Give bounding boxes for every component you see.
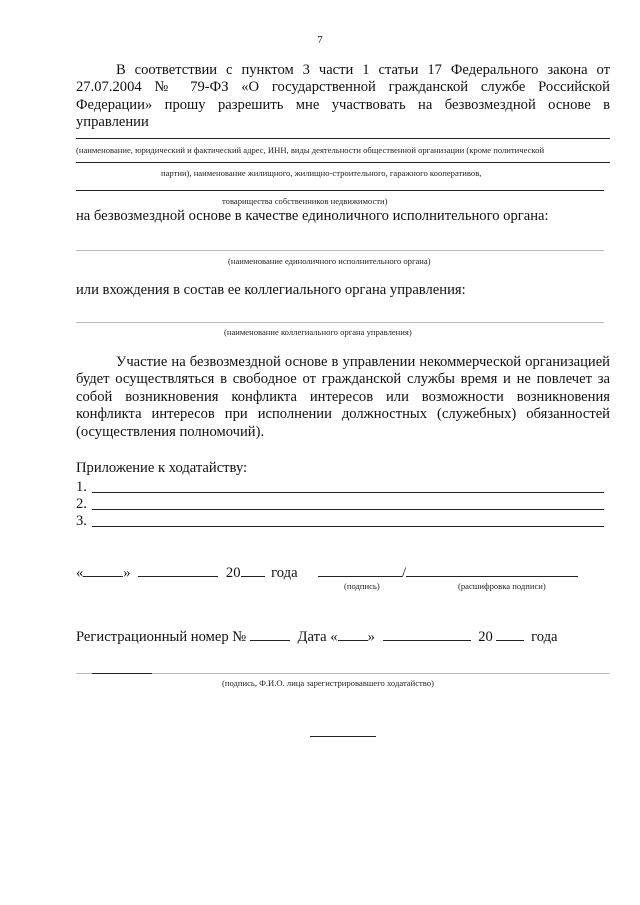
- collegial-body-label: или вхождения в состав ее коллегиального органа управления:: [76, 282, 466, 298]
- collegial-body-line[interactable]: [76, 322, 604, 323]
- reg-year-suffix: года: [531, 629, 558, 645]
- registrar-short-line: [92, 673, 152, 674]
- page-number: 7: [317, 34, 323, 46]
- attachment-line-1[interactable]: [92, 492, 604, 493]
- attachment-line-2[interactable]: [92, 509, 604, 510]
- attachment-number: 3.: [76, 513, 87, 529]
- signature-date-row: [76, 564, 298, 582]
- registration-number-blank[interactable]: [250, 628, 290, 641]
- year-blank[interactable]: [241, 564, 265, 577]
- attachment-number: 2.: [76, 496, 87, 512]
- attachments-title: Приложение к ходатайству:: [76, 460, 248, 476]
- attachment-line-3[interactable]: [92, 526, 604, 527]
- registration-row: [76, 628, 558, 646]
- month-blank[interactable]: [138, 564, 218, 577]
- reg-quote-close: »: [367, 629, 375, 645]
- registrar-hint: (подпись, Ф.И.О. лица зарегистрировавшего ходатайство): [222, 678, 434, 688]
- collegial-body-hint: (наименование коллегиального органа управления): [224, 327, 412, 337]
- attachment-number: 1.: [76, 479, 87, 495]
- end-separator: [310, 736, 376, 737]
- sign-hint: (подпись): [344, 581, 380, 591]
- org-hint-1: (наименование, юридический и фактический адрес, ИНН, виды деятельности общественной организации (кроме политической: [76, 145, 545, 155]
- org-name-line-3[interactable]: [76, 190, 604, 191]
- signature-blank[interactable]: [318, 564, 402, 577]
- request-paragraph: В соответствии с пунктом 3 части 1 статьи 17 Федерального закона от 27.07.2004 № 79-ФЗ «О государственной гражданской службе Российской Федерации» прошу разрешить мне участвовать на безвозмездной основе в управлении: [76, 62, 610, 131]
- reg-year-blank[interactable]: [496, 628, 524, 641]
- org-hint-2: партии), наименование жилищного, жилищно-строительного, гаражного кооперативов,: [161, 168, 482, 178]
- no-conflict-paragraph: Участие на безвозмездной основе в управлении некоммерческой организацией будет осуществляться в свободное от гражданской службы время и не повлечет за собой возникновения конфликта интересов или возможности возникновения конфликта интересов при исполнении должностных (служебных) обязанностей (осуществления полномочий).: [76, 354, 610, 440]
- sole-body-label: на безвозмездной основе в качестве единоличного исполнительного органа:: [76, 208, 549, 224]
- signature-fields: [318, 564, 578, 582]
- quote-close: »: [123, 565, 131, 581]
- year-suffix: года: [271, 565, 298, 581]
- sole-body-hint: (наименование единоличного исполнительного органа): [228, 256, 431, 266]
- decode-hint: (расшифровка подписи): [458, 581, 546, 591]
- org-name-line-2[interactable]: [76, 162, 610, 163]
- registration-label: Регистрационный номер №: [76, 629, 247, 645]
- reg-year-prefix: 20: [478, 629, 493, 645]
- date-label: Дата «: [297, 629, 338, 645]
- slash: /: [402, 565, 407, 581]
- sole-body-line[interactable]: [76, 250, 604, 251]
- quote-open: «: [76, 565, 84, 581]
- year-prefix: 20: [225, 565, 241, 581]
- reg-day-blank[interactable]: [338, 628, 368, 641]
- org-name-line-1[interactable]: [76, 138, 610, 139]
- day-blank[interactable]: [83, 564, 123, 577]
- registrar-signature-line[interactable]: [76, 673, 610, 674]
- reg-month-blank[interactable]: [383, 628, 471, 641]
- org-hint-3: товарищества собственников недвижимости): [222, 196, 388, 206]
- signature-decode-blank[interactable]: [406, 564, 578, 577]
